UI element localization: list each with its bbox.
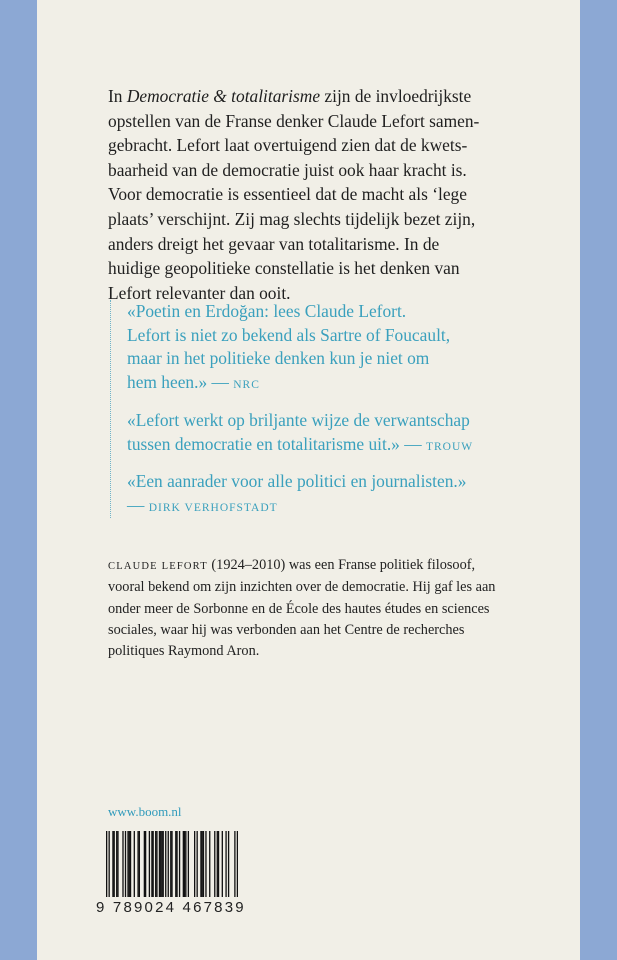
intro-line-pre: In: [108, 86, 127, 106]
author-name: CLAUDE LEFORT: [108, 561, 208, 572]
bio-line: sociales, waar hij was verbonden aan het Centre de recherches: [108, 621, 465, 638]
barcode-bar: [160, 831, 161, 897]
barcode-bar: [225, 831, 226, 897]
barcode-bar: [194, 831, 195, 897]
bio-line: politiques Raymond Aron.: [108, 643, 260, 660]
barcode-bar: [202, 831, 203, 897]
barcode-bar: [139, 831, 140, 897]
barcode-bar: [112, 831, 113, 897]
intro-line: opstellen van de Franse denker Claude Lefort samen-: [108, 110, 480, 131]
barcode-bar: [130, 831, 131, 897]
quote-line: [127, 371, 557, 398]
barcode-bar: [234, 831, 235, 897]
quote-line-text: hem heen.» —: [127, 371, 234, 392]
barcode-bar: [184, 831, 185, 897]
press-quote-nrc: [127, 300, 557, 397]
intro-line: Voor democratie is essentieel dat de macht als ‘lege: [108, 184, 467, 205]
barcode-bar: [185, 831, 186, 897]
quote-line: «Poetin en Erdoğan: lees Claude Lefort.: [127, 301, 407, 321]
barcode-bar: [222, 831, 223, 897]
barcode-bar: [175, 831, 176, 897]
bio-line-text: (1924–2010) was een Franse politiek filosoof,: [207, 557, 476, 573]
bio-line: [108, 555, 568, 577]
barcode-bar: [149, 831, 150, 897]
barcode-bars: [106, 831, 238, 897]
quote-line: «Een aanrader voor alle politici en journalisten.»: [127, 471, 467, 491]
barcode-bar: [170, 831, 171, 897]
intro-paragraph: [108, 84, 548, 305]
barcode-bar: [165, 831, 166, 897]
barcode-bar: [200, 831, 201, 897]
barcode-bar: [122, 831, 123, 897]
barcode-bar: [116, 831, 117, 897]
quote-line: «Lefort werkt op briljante wijze de verwantschap: [127, 410, 470, 430]
barcode-bar: [134, 831, 135, 897]
barcode-bar: [127, 831, 128, 897]
barcode-bar: [188, 831, 189, 897]
intro-line: huidige geopolitieke constellatie is het denken van: [108, 258, 460, 279]
quote-line-text: tussen democratie en totalitarisme uit.» —: [127, 433, 426, 454]
intro-line: plaats’ verschijnt. Zij mag slechts tijdelijk bezet zijn,: [108, 208, 476, 229]
barcode-bar: [176, 831, 177, 897]
barcode-bar: [153, 831, 154, 897]
quote-source: TROUW: [425, 440, 474, 453]
publisher-website[interactable]: www.boom.nl: [108, 804, 182, 819]
barcode-bar: [214, 831, 215, 897]
barcode-bar: [163, 831, 164, 897]
barcode-bar: [145, 831, 146, 897]
quote-source: NRC: [233, 378, 260, 391]
barcode-bar: [179, 831, 180, 897]
barcode-bar: [159, 831, 160, 897]
quote-line-text: —: [127, 494, 149, 515]
quote-line: maar in het politieke denken kun je niet om: [127, 348, 430, 368]
author-bio: [108, 555, 568, 662]
intro-line-post: zijn de invloedrijkste: [320, 86, 472, 106]
barcode-bar: [228, 831, 229, 897]
quote-line: [127, 433, 557, 460]
barcode-bar: [117, 831, 118, 897]
barcode-bar: [125, 831, 126, 897]
press-quote-trouw: [127, 409, 557, 459]
barcode-bar: [197, 831, 198, 897]
quote-line: Lefort is niet zo bekend als Sartre of Foucault,: [127, 324, 451, 345]
barcode-bar: [168, 831, 169, 897]
barcode-bar: [156, 831, 157, 897]
intro-line: baarheid van de democratie juist ook haar kracht is.: [108, 159, 467, 180]
barcode-bar: [155, 831, 156, 897]
barcode-bar: [151, 831, 152, 897]
press-quotes: [110, 300, 551, 518]
barcode-bar: [109, 831, 110, 897]
quote-source: DIRK VERHOFSTADT: [148, 501, 278, 514]
barcode-bar: [161, 831, 162, 897]
book-title: Democratie & totalitarisme: [126, 86, 321, 106]
bio-line: onder meer de Sorbonne en de École des hautes études en sciences: [108, 600, 490, 617]
press-quote-verhofstadt: [127, 470, 557, 520]
barcode-bar: [137, 831, 138, 897]
intro-line: anders dreigt het gevaar van totalitarisme. In de: [108, 233, 440, 254]
barcode-bar: [106, 831, 107, 897]
barcode-bar: [205, 831, 206, 897]
quote-line: [127, 494, 557, 521]
barcode-bar: [183, 831, 184, 897]
barcode-bar: [217, 831, 218, 897]
barcode-bar: [171, 831, 172, 897]
intro-line: [108, 84, 548, 109]
isbn-barcode: [96, 829, 246, 925]
barcode-bar: [209, 831, 210, 897]
barcode-bar: [237, 831, 238, 897]
isbn-number: 9 789024 467839: [96, 899, 246, 916]
barcode-bar: [114, 831, 115, 897]
barcode-bar: [218, 831, 219, 897]
barcode-bar: [144, 831, 145, 897]
barcode-bar: [203, 831, 204, 897]
intro-line: Lefort relevanter dan ooit.: [108, 282, 291, 303]
bio-line: vooral bekend om zijn inzichten over de democratie. Hij gaf les aan: [108, 579, 496, 596]
barcode-bar: [129, 831, 130, 897]
intro-line: gebracht. Lefort laat overtuigend zien dat de kwets-: [108, 135, 468, 156]
